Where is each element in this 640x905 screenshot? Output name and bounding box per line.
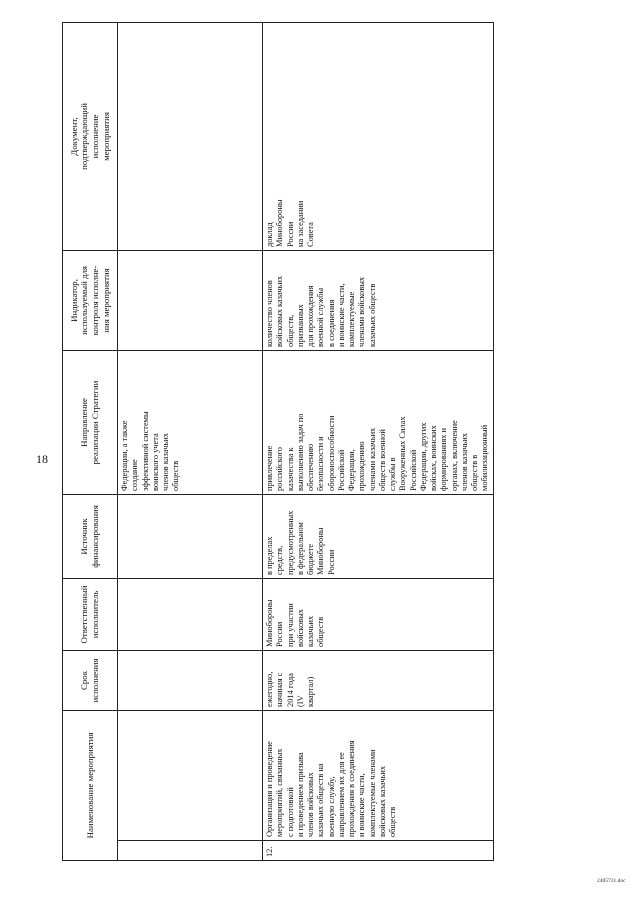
term-cell [118, 650, 263, 710]
table-row [263, 22, 494, 860]
header-measure-name: Наименование мероприятия [63, 710, 118, 860]
measures-table [62, 22, 494, 861]
document-cell: доклад Минобороны России на заседании Совета [263, 22, 494, 250]
row-number: 12. [263, 841, 494, 861]
funding-cell: в пределах средств, предусмотренных в федеральном бюджете Минобороны России [263, 494, 494, 578]
footer-file-code: 2405731.doc [597, 878, 626, 884]
table-header-row [63, 22, 118, 860]
header-indicator: Индикатор, используемый для контроля исполне- ния мероприятия [63, 250, 118, 350]
measure-name-cell [118, 710, 263, 840]
direction-cell: привлечение российского казачества к выполнению задач по обеспечению безопасности и обороноспособности Российской Федерации, прохождению членами казачьих обществ военной службы в Вооруженных Силах Российской Федерации, других войсках, воинских формированиях и органах, включение членов казачьих обществ в мобилизационный [263, 350, 494, 494]
indicator-cell: количество членов войсковых казачьих обществ, призванных для прохождения военной службы в соединения и воинские части, комплектуемые членами войсковых казачьих обществ [263, 250, 494, 350]
header-term: Срок исполнения [63, 650, 118, 710]
indicator-cell [118, 250, 263, 350]
funding-cell [118, 494, 263, 578]
document-cell [118, 22, 263, 250]
header-document: Документ, подтверждающий исполнение мероприятия [63, 22, 118, 250]
header-direction: Направление реализации Стратегии [63, 350, 118, 494]
header-executor: Ответственный исполнитель [63, 578, 118, 650]
executor-cell [118, 578, 263, 650]
measure-name-cell: Организация и проведение мероприятий, связанных с подготовкой и проведением призыва членов войсковых казачьих обществ на военную службу, направлением их для ее прохождения в соединения и воинские части, комплектуемые членами войсковых казачьих обществ [263, 710, 494, 840]
row-number [118, 841, 263, 861]
term-cell: ежегодно, начиная с 2014 года (IV квартал) [263, 650, 494, 710]
table-row [118, 22, 263, 860]
page-number: 18 [36, 452, 48, 466]
executor-cell: Минобороны России при участии войсковых казачьих обществ [263, 578, 494, 650]
header-funding: Источник финансирования [63, 494, 118, 578]
direction-cell: Федерации, а также создание эффективной системы воинского учета членов казачьих обществ [118, 350, 263, 494]
